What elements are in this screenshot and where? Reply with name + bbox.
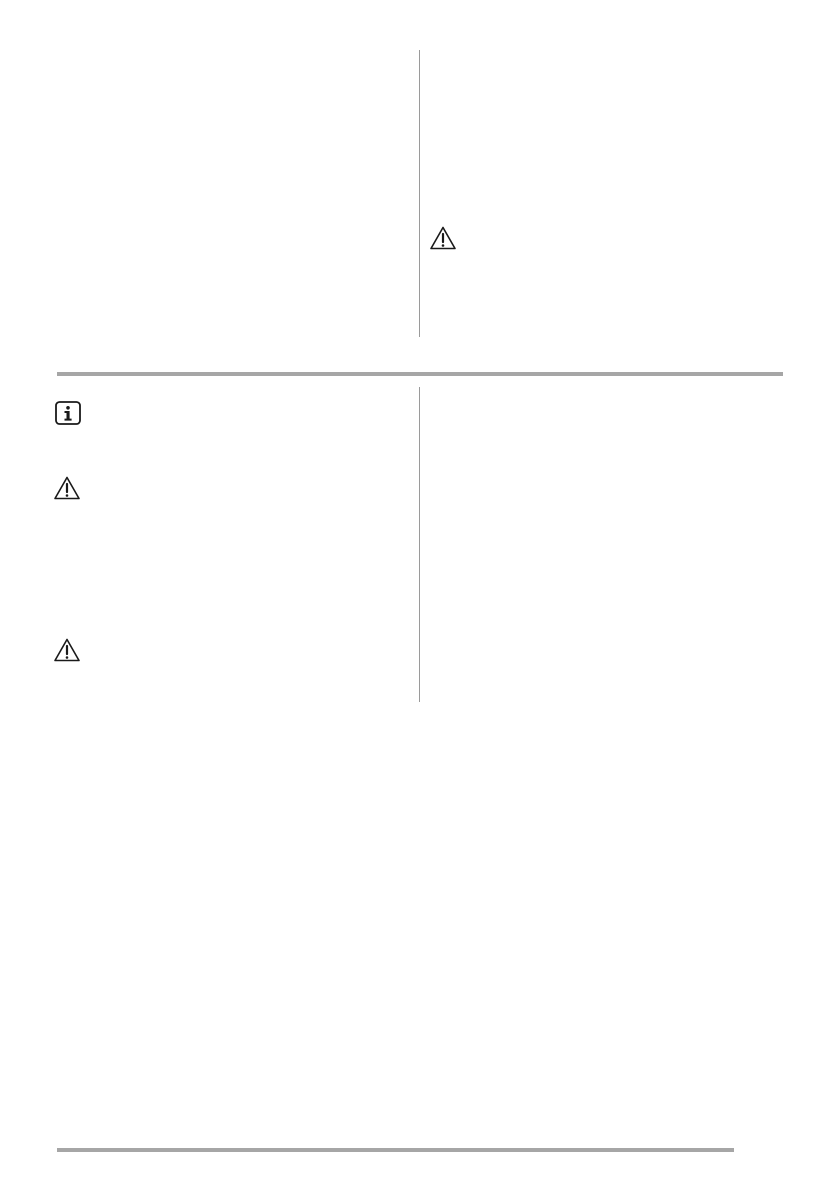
warning-icon [429, 225, 457, 251]
top-column-divider [419, 50, 420, 337]
warning-icon [53, 637, 81, 663]
warning-icon [53, 475, 81, 501]
bottom-column-divider [419, 387, 420, 702]
section-separator [57, 372, 783, 376]
footer-rule [57, 1148, 734, 1152]
info-icon [54, 400, 82, 426]
